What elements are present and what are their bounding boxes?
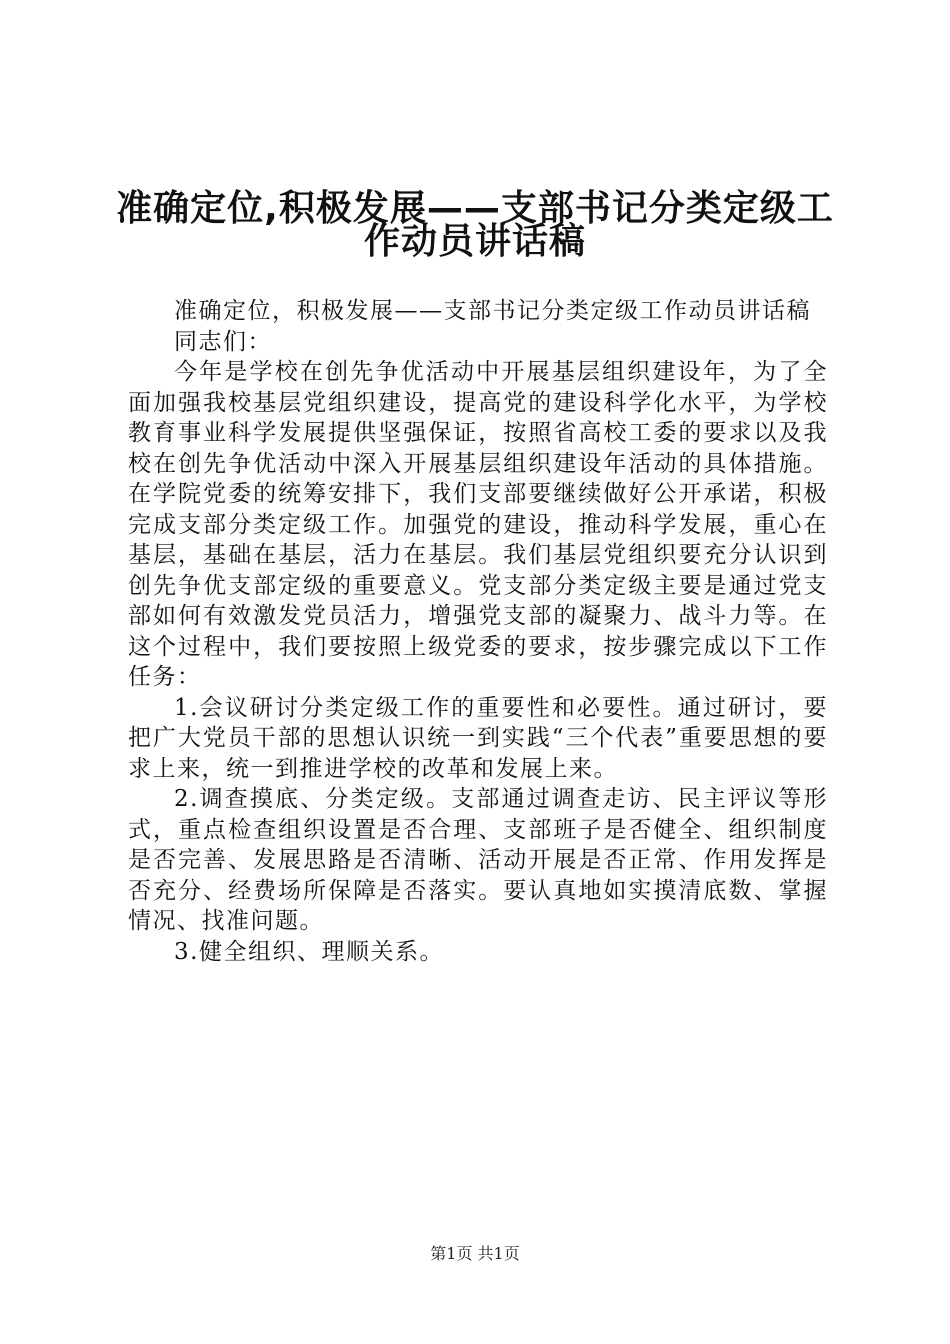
paragraph-salutation: 同志们：: [174, 328, 272, 355]
document-body: [128, 296, 828, 967]
paragraph-subtitle: 准确定位，积极发展——支部书记分类定级工作动员讲话稿: [174, 298, 811, 324]
document-title-line-2: 作动员讲话稿: [363, 221, 586, 262]
paragraph-item-3: 3.健全组织、理顺关系。: [174, 938, 444, 965]
paragraph-item-1: 1.会议研讨分类定级工作的重要性和必要性。通过研讨，要把广大党员干部的思想认识统一到实践“三个代表”重要思想的要求上来，统一到推进学校的改革和发展上来。: [128, 694, 828, 782]
document-title-line-1: 准确定位,积极发展——支部书记分类定级工: [116, 188, 834, 229]
paragraph-item-2: 2.调查摸底、分类定级。支部通过调查走访、民主评议等形式，重点检查组织设置是否合理、支部班子是否健全、组织制度是否完善、发展思路是否清晰、活动开展是否正常、作用发挥是否充分、经费场所保障是否落实。要认真地如实摸清底数、掌握情况、找准问题。: [128, 786, 828, 934]
paragraph-intro: 今年是学校在创先争优活动中开展基层组织建设年，为了全面加强我校基层党组织建设，提高党的建设科学化水平，为学校教育事业科学发展提供坚强保证，按照省高校工委的要求以及我校在创先争优活动中深入开展基层组织建设年活动的具体措施。在学院党委的统筹安排下，我们支部要继续做好公开承诺，积极完成支部分类定级工作。加强党的建设，推动科学发展，重心在基层，基础在基层，活力在基层。我们基层党组织要充分认识到创先争优支部定级的重要意义。党支部分类定级主要是通过党支部如何有效激发党员活力，增强党支部的凝聚力、战斗力等。在这个过程中，我们要按照上级党委的要求，按步骤完成以下工作任务：: [128, 359, 828, 690]
page-footer: 第1页 共1页: [430, 1244, 520, 1263]
